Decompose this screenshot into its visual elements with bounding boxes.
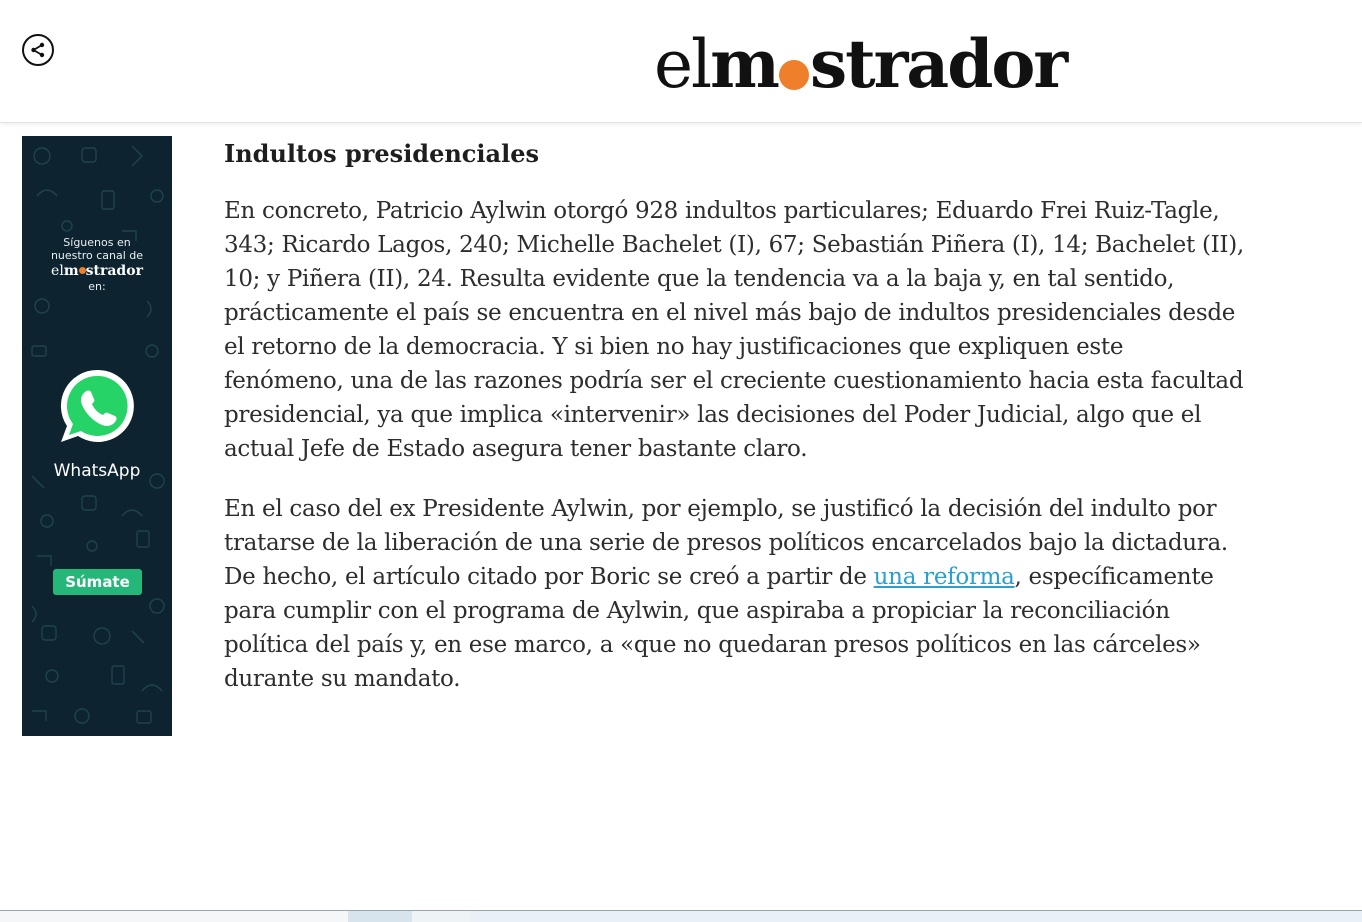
banner-logo-m: m [63, 263, 79, 279]
banner-line-3: en: [88, 280, 106, 293]
section-heading: Indultos presidenciales [224, 139, 539, 168]
banner-logo [22, 262, 172, 280]
logo-part-el: el [654, 26, 711, 103]
bottom-bar-segment [0, 911, 348, 922]
bottom-bar-segment [348, 911, 412, 922]
banner-text [22, 236, 172, 293]
article-paragraph-2 [224, 492, 1244, 696]
banner-logo-el: el [51, 263, 64, 279]
banner-line-1: Síguenos en [63, 236, 131, 249]
reform-link[interactable]: una reforma [873, 564, 1015, 590]
bottom-bar-segment [412, 911, 470, 922]
whatsapp-icon [55, 364, 139, 454]
banner-line-2: nuestro canal de [50, 249, 144, 262]
site-logo[interactable] [654, 24, 1066, 105]
site-header [0, 0, 1362, 123]
bottom-bar [0, 910, 1362, 922]
article-body [224, 132, 1244, 696]
logo-part-strador: strador [810, 25, 1067, 103]
whatsapp-label: WhatsApp [53, 461, 141, 481]
share-icon [29, 41, 47, 59]
share-button[interactable] [22, 34, 54, 66]
whatsapp-channel-banner[interactable] [22, 136, 172, 736]
banner-logo-dot [79, 267, 86, 274]
paragraph-2-text-before: En el caso del ex Presidente Aylwin, por ejemplo, se justificó la decisión del indulto por tratarse de la liberación de una serie de presos políticos encarcelados bajo la dictadura. De hecho, el artículo citado por Boric se creó a partir de [224, 496, 1228, 590]
join-button[interactable]: Súmate [53, 569, 142, 595]
banner-logo-strador: strador [85, 263, 143, 279]
article-paragraph-1: En concreto, Patricio Aylwin otorgó 928 indultos particulares; Eduardo Frei Ruiz-Tagle, 343; Ricardo Lagos, 240; Michelle Bachelet (I), 67; Sebastián Piñera (I), 14; Bachelet (II), 10; y Piñera (II), 24. Resulta evidente que la tendencia va a la baja y, en tal sentido, prácticamente el país se encuentra en el nivel más bajo de indultos presidenciales desde el retorno de la democracia. Y si bien no hay justificaciones que expliquen este fenómeno, una de las razones podría ser el creciente cuestionamiento hacia esta facultad presidencial, ya que implica «intervenir» las decisiones del Poder Judicial, algo que el actual Jefe de Estado asegura tener bastante claro. [224, 198, 1244, 462]
logo-part-m: m [710, 25, 779, 103]
paragraph-2-text-after: , específicamente para cumplir con el programa de Aylwin, que aspiraba a propiciar la reconciliación política del país y, en ese marco, a «que no quedaran presos políticos en las cárceles» durante su mandato. [224, 564, 1214, 692]
logo-dot [779, 60, 809, 90]
